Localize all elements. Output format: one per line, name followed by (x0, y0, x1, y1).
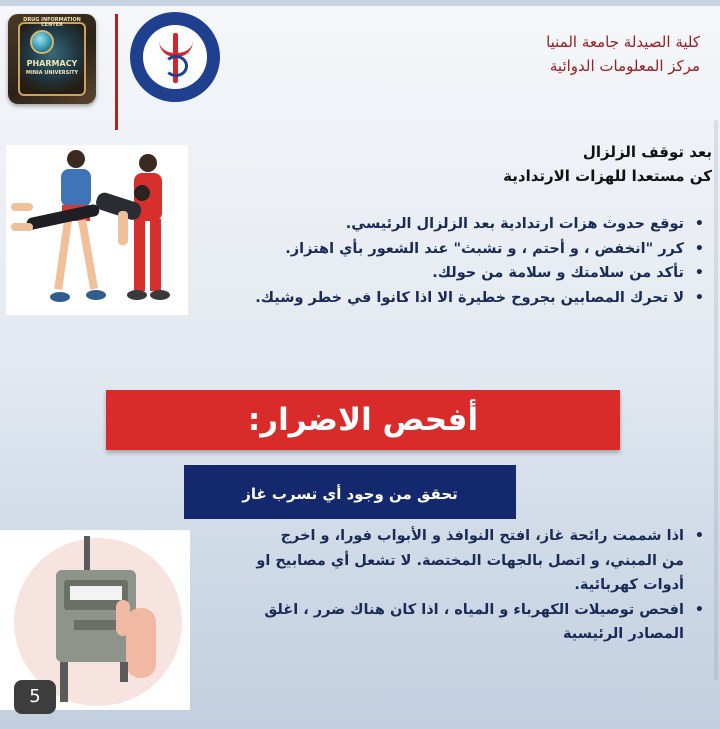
header-line-faculty: كلية الصيدلة جامعة المنيا (546, 33, 700, 51)
check-damage-banner: أفحص الاضرار: (106, 390, 620, 450)
drug-info-center-logo (8, 14, 96, 104)
gas-leak-tips-list (256, 524, 706, 647)
header-divider (115, 14, 118, 130)
aftershock-tips-list (186, 212, 706, 310)
list-item: • لا تحرك المصابين بجروح خطيرة الا اذا كانوا في خطر وشيك. (186, 286, 706, 311)
header-line-center: مركز المعلومات الدوائية (549, 57, 700, 75)
scroll-track[interactable] (714, 120, 718, 680)
list-item: • كرر "انخفض ، و أحتم ، و تشبث" عند الشعور بأي اهتزاز. (186, 237, 706, 262)
list-item: • توقع حدوث هزات ارتدادية بعد الزلزال الرئيسي. (186, 212, 706, 237)
logo-book-emblem-icon (30, 30, 54, 54)
faculty-seal-logo (130, 12, 220, 102)
section1-heading (212, 140, 712, 188)
seal-snake-icon (164, 55, 188, 77)
rescue-carry-icon (6, 145, 188, 315)
header-title (400, 30, 700, 78)
top-band (0, 0, 720, 6)
list-item: • اذا شممت رائحة غاز، افتح النوافذ و الأبواب فورا، و اخرج من المبني، و اتصل بالجهات المختصة. لا تشعل أي مصابيح او أدوات كهربائية. (256, 524, 706, 598)
heading-after-quake: بعد توقف الزلزال (582, 143, 712, 161)
logo-book-label-mid: PHARMACY (26, 59, 78, 68)
heading-be-ready: كن مستعدا للهزات الارتدادية (503, 167, 712, 185)
page-number-badge: 5 (14, 680, 56, 714)
gas-leak-banner: تحقق من وجود أي تسرب غاز (184, 465, 516, 519)
logo-book-label-top: DRUG INFORMATION CENTER (23, 17, 81, 28)
rescue-carry-illustration (6, 145, 188, 315)
list-item: • تأكد من سلامتك و سلامة من حولك. (186, 261, 706, 286)
logo-book-label-bottom: MINIA UNIVERSITY (25, 70, 79, 76)
list-item: • افحص توصيلات الكهرباء و المياه ، اذا كان هناك ضرر ، اغلق المصادر الرئيسية (256, 598, 706, 647)
